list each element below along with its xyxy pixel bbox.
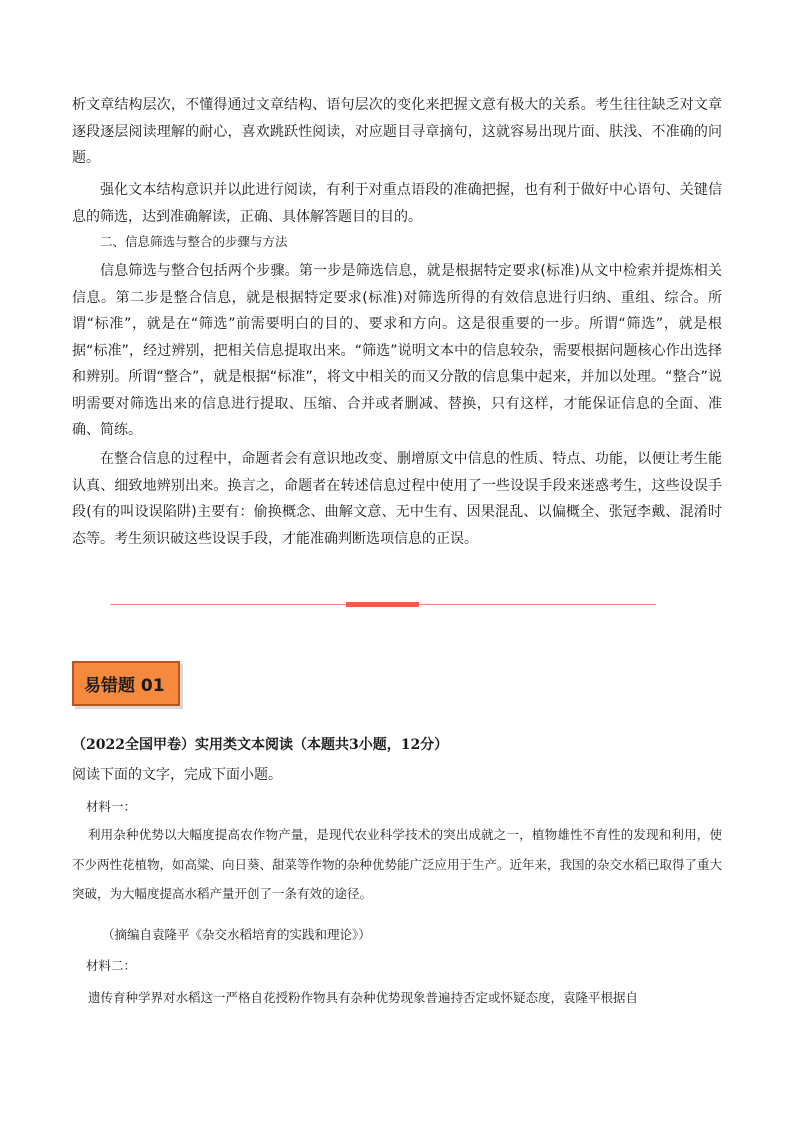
body-paragraph-3: 信息筛选与整合包括两个步骤。第一步是筛选信息，就是根据特定要求(标准)从文中检索并提炼相关信息。第二步是整合信息，就是根据特定要求(标准)对筛选所得的有效信息进行归纳、重组、综合。所谓“标准”，就是在“筛选”前需要明白的目的、要求和方向。这是很重要的一步。所谓“筛选”，就是根据“标准”，经过辨别，把相关信息提取出来。“筛选”说明文本中的信息较杂，需要根据问题核心作出选择和辨别。所谓“整合”，就是根据“标准”，将文中相关的而又分散的信息集中起来，并加以处理。“整合”说明需要对筛选出来的信息进行提取、压缩、合并或者删减、替换，只有这样，才能保证信息的全面、准确、简练。 — [72, 263, 722, 438]
material-2-label: 材料二： — [86, 958, 137, 973]
section-tag — [72, 661, 180, 706]
material-1-label: 材料一： — [86, 799, 137, 814]
body-paragraph-1: 析文章结构层次，不懂得通过文章结构、语句层次的变化来把握文意有极大的关系。考生往往缺乏对文章逐段逐层阅读理解的耐心，喜欢跳跃性阅读，对应题目寻章摘句，这就容易出现片面、肤浅、不准确的问题。 — [72, 97, 722, 166]
material-1-text: 利用杂种优势以大幅度提高农作物产量，是现代农业科学技术的突出成就之一，植物雄性不育性的发现和利用，使不少两性花植物，如高粱、向日葵、甜菜等作物的杂种优势能广泛应用于生产。近年来，我国的杂交水稻已取得了重大突破，为大幅度提高水稻产量开创了一条有效的途径。 — [72, 827, 723, 901]
body-paragraph-2: 强化文本结构意识并以此进行阅读，有利于对重点语段的准确把握，也有利于做好中心语句、关键信息的筛选，达到准确解读，正确、具体解答题目的目的。 — [72, 182, 722, 225]
section-divider-accent — [346, 602, 419, 607]
section-tag-label: 易错题 01 — [84, 676, 165, 696]
section-heading: 二、信息筛选与整合的步骤与方法 — [100, 234, 288, 249]
body-paragraph-4: 在整合信息的过程中，命题者会有意识地改变、删增原文中信息的性质、特点、功能，以便让考生能认真、细致地辨别出来。换言之，命题者在转述信息过程中使用了一些设误手段来迷惑考生，这些设误手段(有的叫设误陷阱)主要有：偷换概念、曲解文意、无中生有、因果混乱、以偏概全、张冠李戴、混淆时态等。考生须识破这些设误手段，才能准确判断选项信息的正误。 — [72, 451, 722, 547]
material-1-source: （摘编自袁隆平《杂交水稻培育的实践和理论》） — [102, 927, 371, 942]
question-header: （2022全国甲卷）实用类文本阅读（本题共3小题，12分） — [72, 737, 449, 753]
question-instruction: 阅读下面的文字，完成下面小题。 — [72, 767, 282, 783]
material-2-text: 遗传育种学界对水稻这一严格自花授粉作物具有杂种优势现象普遍持否定或怀疑态度，袁隆平根据自 — [88, 990, 639, 1005]
